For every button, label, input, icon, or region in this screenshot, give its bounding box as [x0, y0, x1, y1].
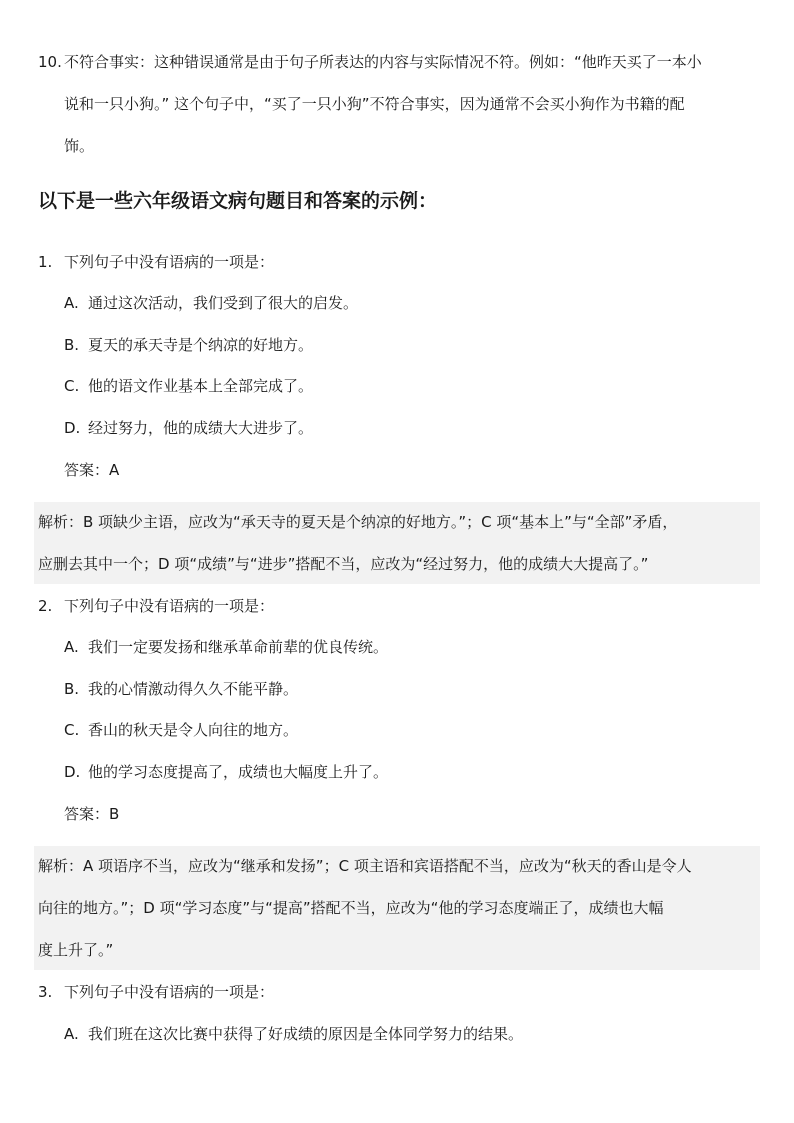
item10-line1	[38, 52, 702, 72]
option-letter: A.	[64, 294, 79, 312]
section-heading: 以下是一些六年级语文病句题目和答案的示例：	[38, 190, 438, 212]
question-2-stem	[38, 596, 274, 616]
question-1-option-b	[64, 335, 313, 355]
option-letter: A.	[64, 638, 79, 656]
question-2-analysis-line3: 度上升了。”	[38, 941, 114, 959]
question-3-stem-text: 下列句子中没有语病的一项是：	[64, 983, 275, 1001]
question-2-analysis-line2: 向往的地方。”；D 项“学习态度”与“提高”搭配不当，应改为“他的学习态度端正了，成绩也大幅	[38, 899, 664, 917]
question-1-analysis-line2: 应删去其中一个；D 项“成绩”与“进步”搭配不当，应改为“经过努力，他的成绩大大提高了。”	[38, 555, 649, 573]
option-letter: D.	[64, 419, 81, 437]
option-text: 他的语文作业基本上全部完成了。	[88, 377, 314, 395]
question-1-analysis-line1: 解析：B 项缺少主语，应改为“承天寺的夏天是个纳凉的好地方。”；C 项“基本上”与“全部”矛盾，	[38, 513, 678, 531]
question-1-answer: 答案：A	[64, 461, 120, 479]
question-2-option-b	[64, 679, 298, 699]
question-3-stem	[38, 982, 274, 1002]
item10-number: 10.	[38, 53, 62, 71]
question-2-answer: 答案：B	[64, 805, 120, 823]
question-2-option-a	[64, 637, 388, 657]
option-letter: C.	[64, 721, 80, 739]
question-2-option-d	[64, 762, 388, 782]
question-3-number: 3.	[38, 983, 53, 1001]
question-3-option-a	[64, 1024, 523, 1044]
option-text: 夏天的承天寺是个纳凉的好地方。	[88, 336, 314, 354]
option-letter: B.	[64, 336, 80, 354]
option-text: 他的学习态度提高了，成绩也大幅度上升了。	[88, 763, 389, 781]
question-2-option-c	[64, 720, 298, 740]
item10-text-line1: 不符合事实：这种错误通常是由于句子所表达的内容与实际情况不符。例如：“他昨天买了一本小	[64, 53, 702, 71]
question-1-stem-text: 下列句子中没有语病的一项是：	[64, 253, 275, 271]
option-text: 通过这次活动，我们受到了很大的启发。	[88, 294, 359, 312]
item10-text-line2: 说和一只小狗。” 这个句子中，“买了一只小狗”不符合事实，因为通常不会买小狗作为书籍的配	[64, 95, 685, 113]
question-1-number: 1.	[38, 253, 53, 271]
option-letter: D.	[64, 763, 81, 781]
option-letter: B.	[64, 680, 80, 698]
question-2-number: 2.	[38, 597, 53, 615]
question-2-analysis-line1: 解析：A 项语序不当，应改为“继承和发扬”；C 项主语和宾语搭配不当，应改为“秋天的香山是令人	[38, 857, 692, 875]
option-letter: A.	[64, 1025, 79, 1043]
option-text: 我们班在这次比赛中获得了好成绩的原因是全体同学努力的结果。	[88, 1025, 524, 1043]
item10-text-line3: 饰。	[64, 137, 95, 155]
question-1-option-d	[64, 418, 313, 438]
option-text: 我们一定要发扬和继承革命前辈的优良传统。	[88, 638, 389, 656]
question-2-stem-text: 下列句子中没有语病的一项是：	[64, 597, 275, 615]
option-text: 我的心情激动得久久不能平静。	[88, 680, 299, 698]
question-1-option-a	[64, 293, 358, 313]
option-text: 经过努力，他的成绩大大进步了。	[88, 419, 314, 437]
option-text: 香山的秋天是令人向往的地方。	[88, 721, 299, 739]
question-1-option-c	[64, 376, 313, 396]
option-letter: C.	[64, 377, 80, 395]
question-1-stem	[38, 252, 274, 272]
